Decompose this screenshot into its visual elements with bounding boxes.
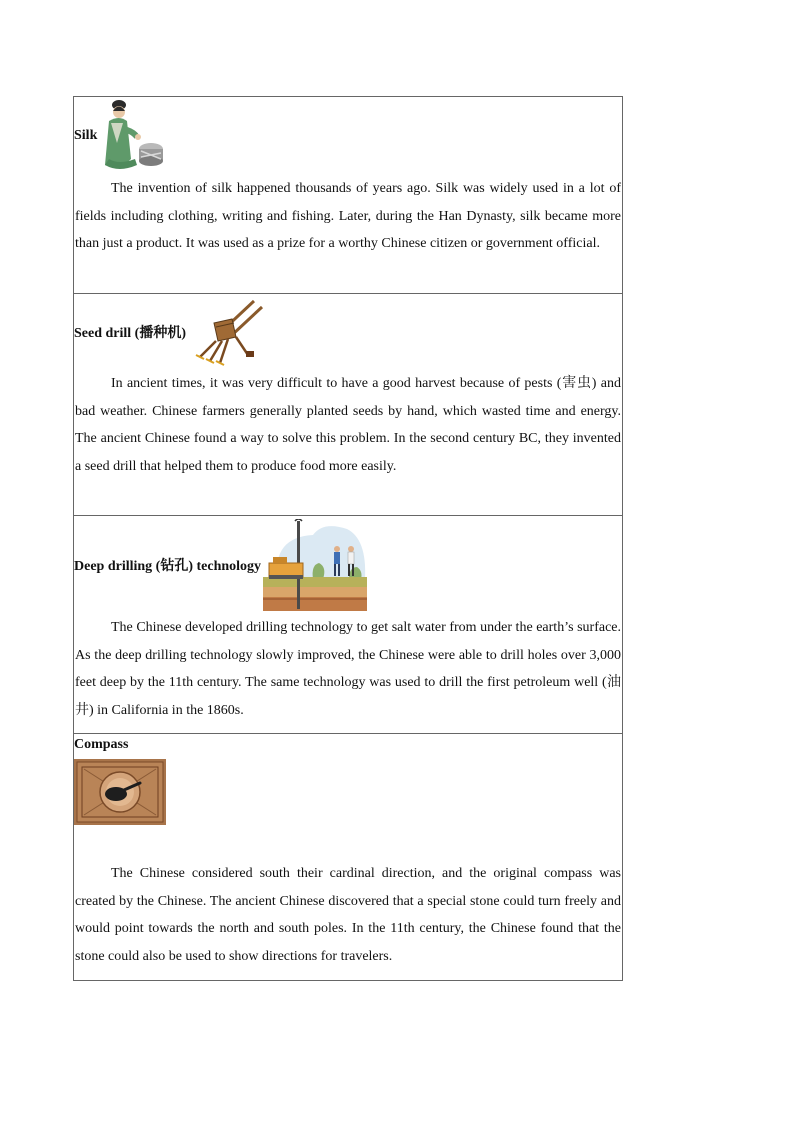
section-heading	[74, 734, 622, 756]
section-compass	[74, 734, 622, 980]
section-heading	[74, 97, 622, 175]
section-title: Compass	[74, 737, 129, 752]
section-heading	[74, 294, 622, 370]
section-title: Seed drill (播种机)	[74, 326, 186, 341]
section-heading	[74, 516, 622, 614]
section-title: Deep drilling (钻孔) technology	[74, 559, 262, 574]
section-body: The Chinese considered south their cardinal direction, and the original compass was created by the Chinese. The ancient Chinese discovered that a special stone could turn freely and would point towards the north and south poles. In the 11th century, the Chinese found that the stone could also be used to show directions for travelers.	[75, 866, 621, 964]
drilling-rig-image	[263, 519, 367, 611]
compass-image-wrap	[74, 756, 622, 860]
compass-image	[74, 759, 166, 825]
section-body: In ancient times, it was very difficult to have a good harvest because of pests (害虫) and bad weather. Chinese farmers generally planted seeds by hand, which wasted time and energy. The ancient Chinese found a way to solve this problem. In the second century BC, they invented a seed drill that helped them to produce food more easily.	[75, 376, 621, 474]
section-silk	[74, 97, 622, 294]
seed-drill-image	[192, 297, 268, 367]
section-seed-drill	[74, 294, 622, 516]
silk-weaver-image	[97, 99, 165, 173]
section-deep-drilling	[74, 516, 622, 734]
section-body: The Chinese developed drilling technology to get salt water from under the earth’s surface. As the deep drilling technology slowly improved, the Chinese were able to drill holes over 3,000 feet deep by the 11th century. The same technology was used to drill the first petroleum well (油井) in California in the 1860s.	[75, 620, 621, 718]
section-body: The invention of silk happened thousands of years ago. Silk was widely used in a lot of fields including clothing, writing and fishing. Later, during the Han Dynasty, silk became more than just a product. It was used as a prize for a worthy Chinese citizen or government official.	[75, 181, 621, 252]
section-title: Silk	[74, 128, 98, 143]
inventions-table	[73, 96, 623, 981]
